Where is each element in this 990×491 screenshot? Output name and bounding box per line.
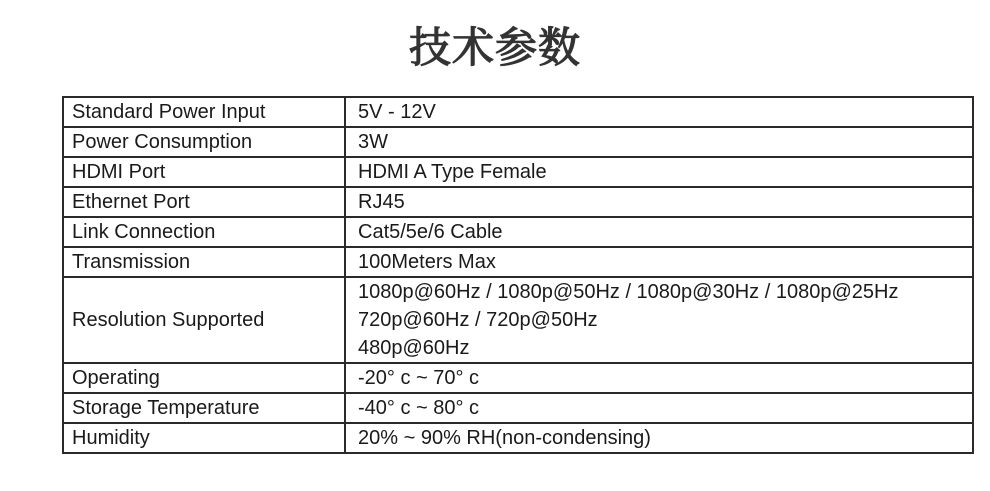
- table-row: [63, 157, 973, 187]
- resolution-line: 720p@60Hz / 720p@50Hz: [358, 309, 598, 331]
- spec-label: Transmission: [63, 247, 345, 277]
- spec-label: Resolution Supported: [63, 277, 345, 363]
- spec-label: Link Connection: [63, 217, 345, 247]
- spec-table: [62, 96, 974, 454]
- spec-label: Humidity: [63, 423, 345, 453]
- spec-value: 5V - 12V: [345, 97, 973, 127]
- spec-label: HDMI Port: [63, 157, 345, 187]
- spec-label: Operating: [63, 363, 345, 393]
- table-row: [63, 247, 973, 277]
- table-row: [63, 97, 973, 127]
- spec-value: -20° c ~ 70° c: [345, 363, 973, 393]
- spec-value: -40° c ~ 80° c: [345, 393, 973, 423]
- spec-value: 3W: [345, 127, 973, 157]
- table-row: [63, 217, 973, 247]
- spec-value: Cat5/5e/6 Cable: [345, 217, 973, 247]
- spec-value: 20% ~ 90% RH(non-condensing): [345, 423, 973, 453]
- table-row: [63, 423, 973, 453]
- page-title: 技术参数: [408, 23, 581, 72]
- spec-value: [345, 277, 973, 363]
- table-row: [63, 393, 973, 423]
- table-row: [63, 363, 973, 393]
- spec-label: Storage Temperature: [63, 393, 345, 423]
- table-row: [63, 277, 973, 363]
- resolution-line: 480p@60Hz: [358, 337, 470, 359]
- spec-label: Power Consumption: [63, 127, 345, 157]
- spec-value: RJ45: [345, 187, 973, 217]
- spec-value: HDMI A Type Female: [345, 157, 973, 187]
- spec-value: 100Meters Max: [345, 247, 973, 277]
- table-row: [63, 187, 973, 217]
- spec-label: Ethernet Port: [63, 187, 345, 217]
- resolution-line: 1080p@60Hz / 1080p@50Hz / 1080p@30Hz / 1080p@25Hz: [358, 281, 899, 303]
- table-row: [63, 127, 973, 157]
- spec-label: Standard Power Input: [63, 97, 345, 127]
